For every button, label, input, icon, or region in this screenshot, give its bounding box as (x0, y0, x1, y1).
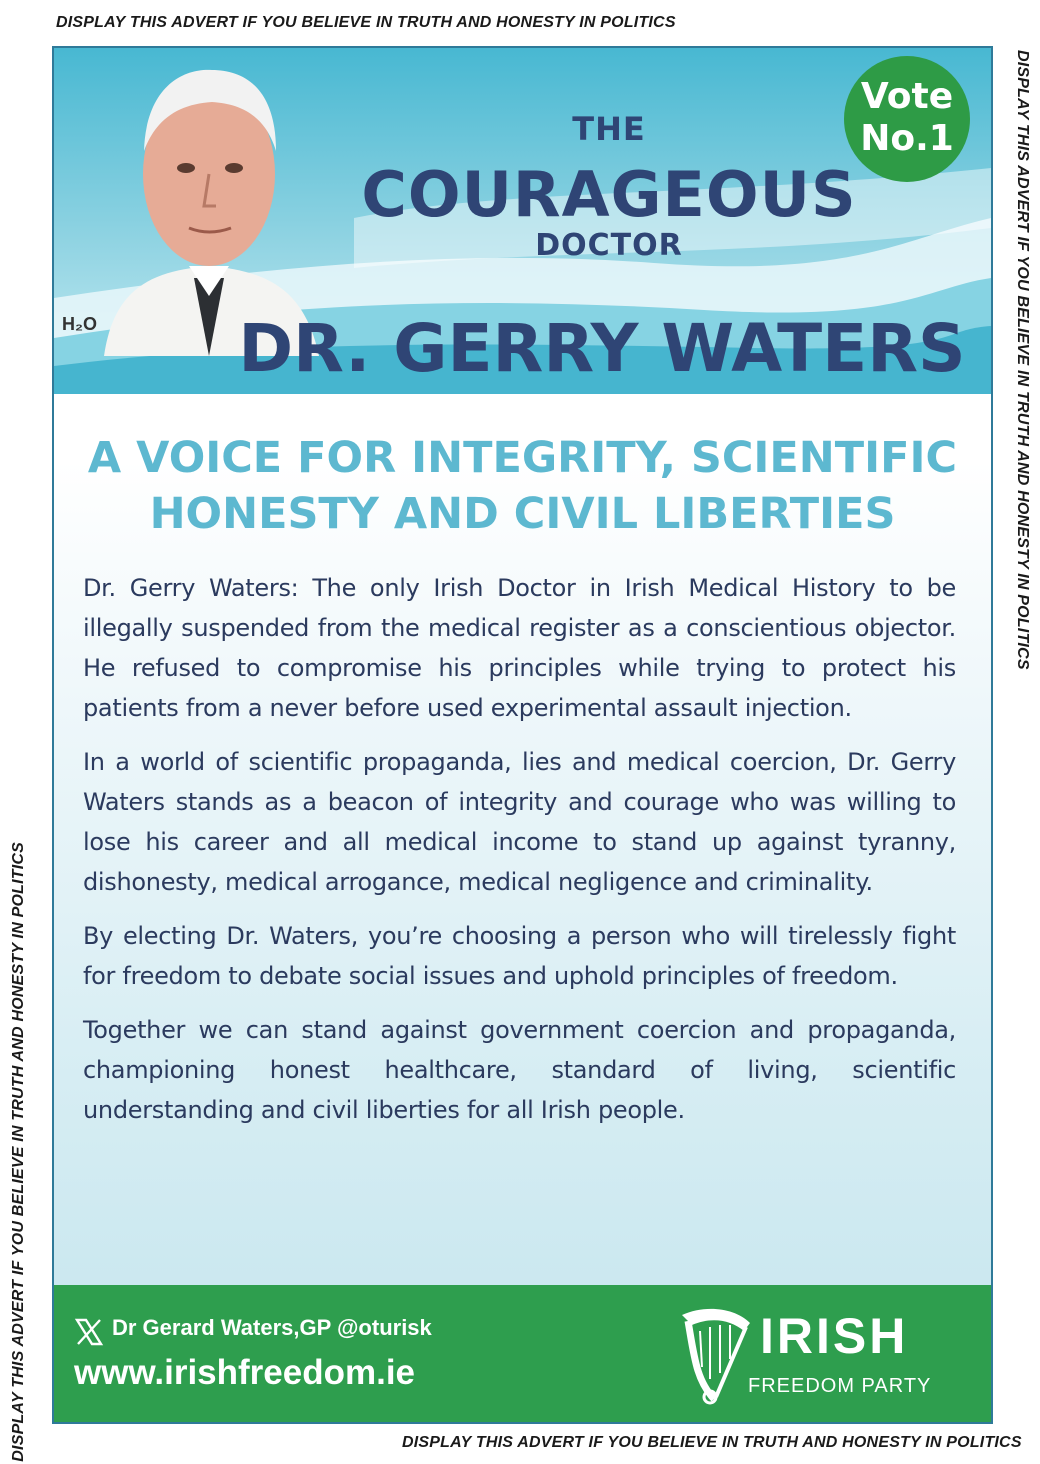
x-logo-icon (74, 1317, 104, 1347)
body-paragraph-2: In a world of scientific propaganda, lies and medical coercion, Dr. Gerry Waters stands as a beacon of integrity and courage who was willing to lose his career and all medical income to stand up against tyranny, dishonesty, medical arrogance, medical negligence and criminality. (83, 748, 956, 896)
body-paragraph-3: By electing Dr. Waters, you’re choosing a person who will tirelessly fight for freedom to debate social issues and uphold principles of freedom. (83, 922, 956, 990)
title-courageous: COURAGEOUS (361, 158, 857, 231)
social-handle[interactable]: Dr Gerard Waters,GP @oturisk (112, 1315, 432, 1340)
party-logo-word: IRISH (760, 1308, 909, 1364)
vote-badge-line1: Vote (860, 76, 954, 117)
website-link[interactable]: www.irishfreedom.ie (74, 1353, 416, 1392)
body-paragraph-1: Dr. Gerry Waters: The only Irish Doctor in Irish Medical History to be illegally suspended from the medical register as a conscientious objector. He refused to compromise his principles while trying to protect his patients from a never before used experimental assault injection. (83, 574, 956, 722)
body-text (83, 568, 956, 1144)
candidate-name: DR. GERRY WATERS (238, 310, 966, 387)
headline-line-2: HONESTY AND CIVIL LIBERTIES (149, 489, 896, 539)
footer-bar (54, 1285, 991, 1424)
header-banner (54, 48, 991, 394)
headline-line-1: A VOICE FOR INTEGRITY, SCIENTIFIC (87, 433, 958, 483)
harp-icon (674, 1305, 754, 1405)
photo-caption: H₂O (62, 314, 97, 334)
notice-left: DISPLAY THIS ADVERT IF YOU BELIEVE IN TRUTH AND HONESTY IN POLITICS (10, 842, 27, 1462)
headline (64, 430, 981, 542)
body-paragraph-4: Together we can stand against government coercion and propaganda, championing honest healthcare, standard of living, scientific understanding and civil liberties for all Irish people. (83, 1016, 956, 1124)
leaflet-card (52, 46, 993, 1424)
title-the: THE (572, 110, 646, 148)
notice-bottom: DISPLAY THIS ADVERT IF YOU BELIEVE IN TRUTH AND HONESTY IN POLITICS (402, 1434, 1022, 1451)
title-doctor: DOCTOR (535, 228, 683, 263)
notice-right: DISPLAY THIS ADVERT IF YOU BELIEVE IN TRUTH AND HONESTY IN POLITICS (1014, 50, 1031, 670)
party-logo-subtitle: FREEDOM PARTY (748, 1375, 932, 1397)
vote-badge-line2: No.1 (860, 118, 954, 159)
notice-top: DISPLAY THIS ADVERT IF YOU BELIEVE IN TRUTH AND HONESTY IN POLITICS (56, 14, 676, 31)
